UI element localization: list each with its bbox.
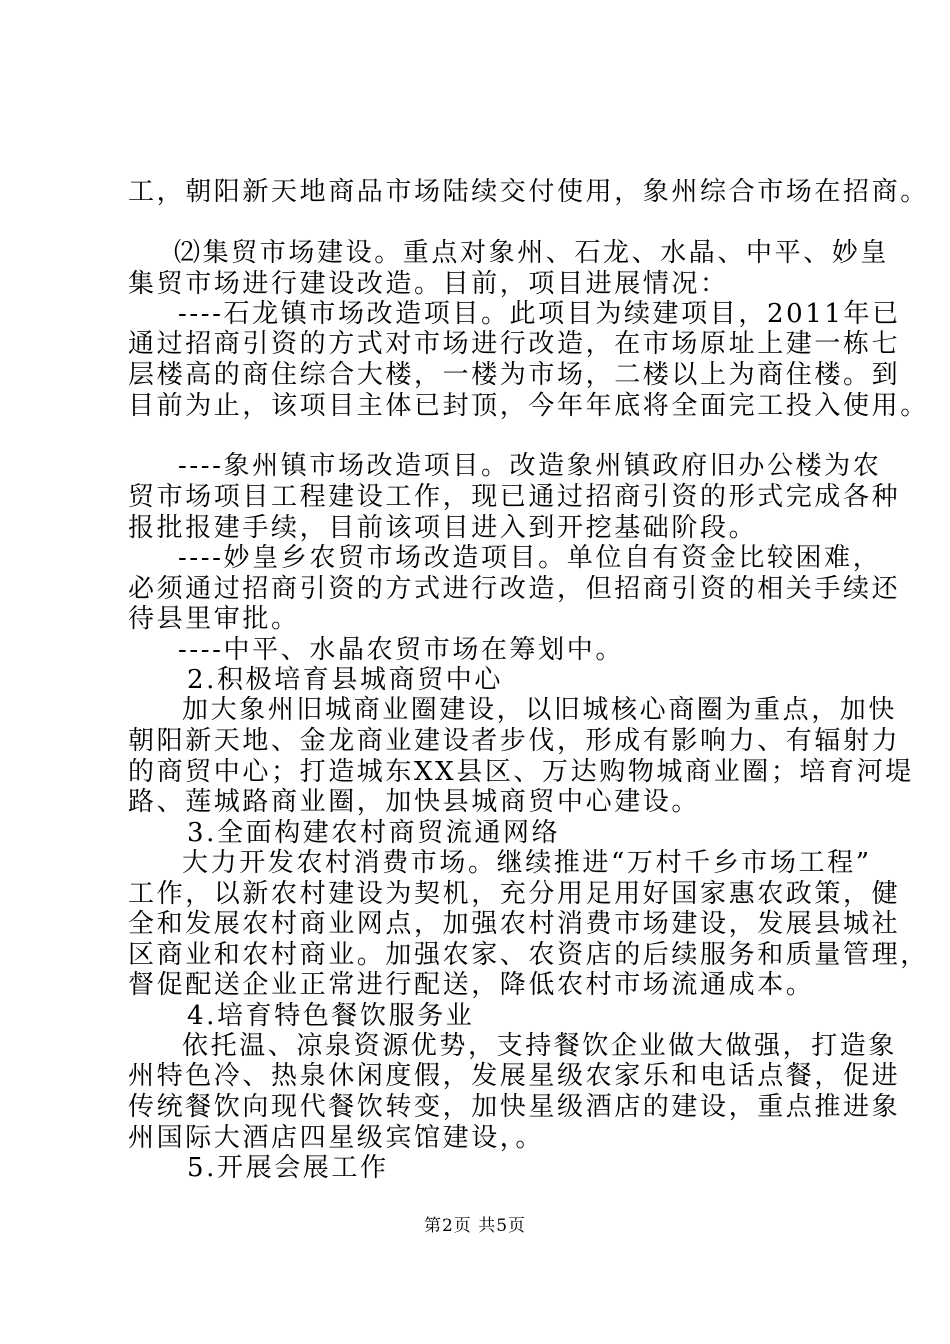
body-line: 集贸市场进行建设改造。目前，项目进展情况：	[128, 269, 729, 299]
body-line: 督促配送企业正常进行配送，降低农村市场流通成本。	[128, 970, 815, 1000]
body-line: 加大象州旧城商业圈建设，以旧城核心商圈为重点，加快	[182, 695, 898, 725]
section-heading: 3.全面构建农村商贸流通网络	[187, 818, 561, 848]
body-line: 州国际大酒店四星级宾馆建设，。	[128, 1123, 545, 1153]
body-line: 全和发展农村商业网点，加强农村消费市场建设，发展县城社	[128, 909, 901, 939]
body-line: ----石龙镇市场改造项目。此项目为续建项目，2011年已	[178, 299, 901, 329]
body-line: ----中平、水晶农贸市场在筹划中。	[178, 635, 624, 665]
body-line: 依托温、凉泉资源优势，支持餐饮企业做大做强，打造象	[182, 1031, 898, 1061]
section-heading: 2.积极培育县城商贸中心	[187, 665, 504, 695]
body-line: 贸市场项目工程建设工作，现已通过招商引资的形式完成各种	[128, 482, 901, 512]
page-footer: 第2页 共5页	[423, 1216, 527, 1236]
body-line: ⑵集贸市场建设。重点对象州、石龙、水晶、中平、妙皇	[174, 238, 890, 268]
body-line: 大力开发农村消费市场。继续推进“万村千乡市场工程”	[182, 848, 872, 878]
body-line: 州特色冷、热泉休闲度假，发展星级农家乐和电话点餐，促进	[128, 1061, 901, 1091]
body-line: 路、莲城路商业圈，加快县城商贸中心建设。	[128, 787, 701, 817]
body-line: 层楼高的商住综合大楼，一楼为市场，二楼以上为商住楼。到	[128, 360, 901, 390]
body-line: 待县里审批。	[128, 604, 300, 634]
body-line: ----象州镇市场改造项目。改造象州镇政府旧办公楼为农	[178, 451, 882, 481]
body-line: 报批报建手续，目前该项目进入到开挖基础阶段。	[128, 513, 758, 543]
body-line: 的商贸中心；打造城东XX县区、万达购物城商业圈；培育河堤	[128, 757, 914, 787]
body-line: 传统餐饮向现代餐饮转变，加快星级酒店的建设，重点推进象	[128, 1092, 901, 1122]
body-line: 必须通过招商引资的方式进行改造，但招商引资的相关手续还	[128, 574, 901, 604]
body-line: 通过招商引资的方式对市场进行改造，在市场原址上建一栋七	[128, 329, 901, 359]
section-heading: 4.培育特色餐饮服务业	[187, 1001, 475, 1031]
body-line: 目前为止，该项目主体已封顶，今年年底将全面完工投入使用。	[128, 391, 929, 421]
body-line: 朝阳新天地、金龙商业建设者步伐，形成有影响力、有辐射力	[128, 726, 901, 756]
body-line: ----妙皇乡农贸市场改造项目。单位自有资金比较困难，	[178, 543, 882, 573]
body-line: 工，朝阳新天地商品市场陆续交付使用，象州综合市场在招商。	[128, 177, 929, 207]
section-heading: 5.开展会展工作	[187, 1153, 389, 1183]
body-line: 工作，以新农村建设为契机，充分用足用好国家惠农政策，健	[128, 879, 901, 909]
body-line: 区商业和农村商业。加强农家、农资店的后续服务和质量管理，	[128, 940, 929, 970]
